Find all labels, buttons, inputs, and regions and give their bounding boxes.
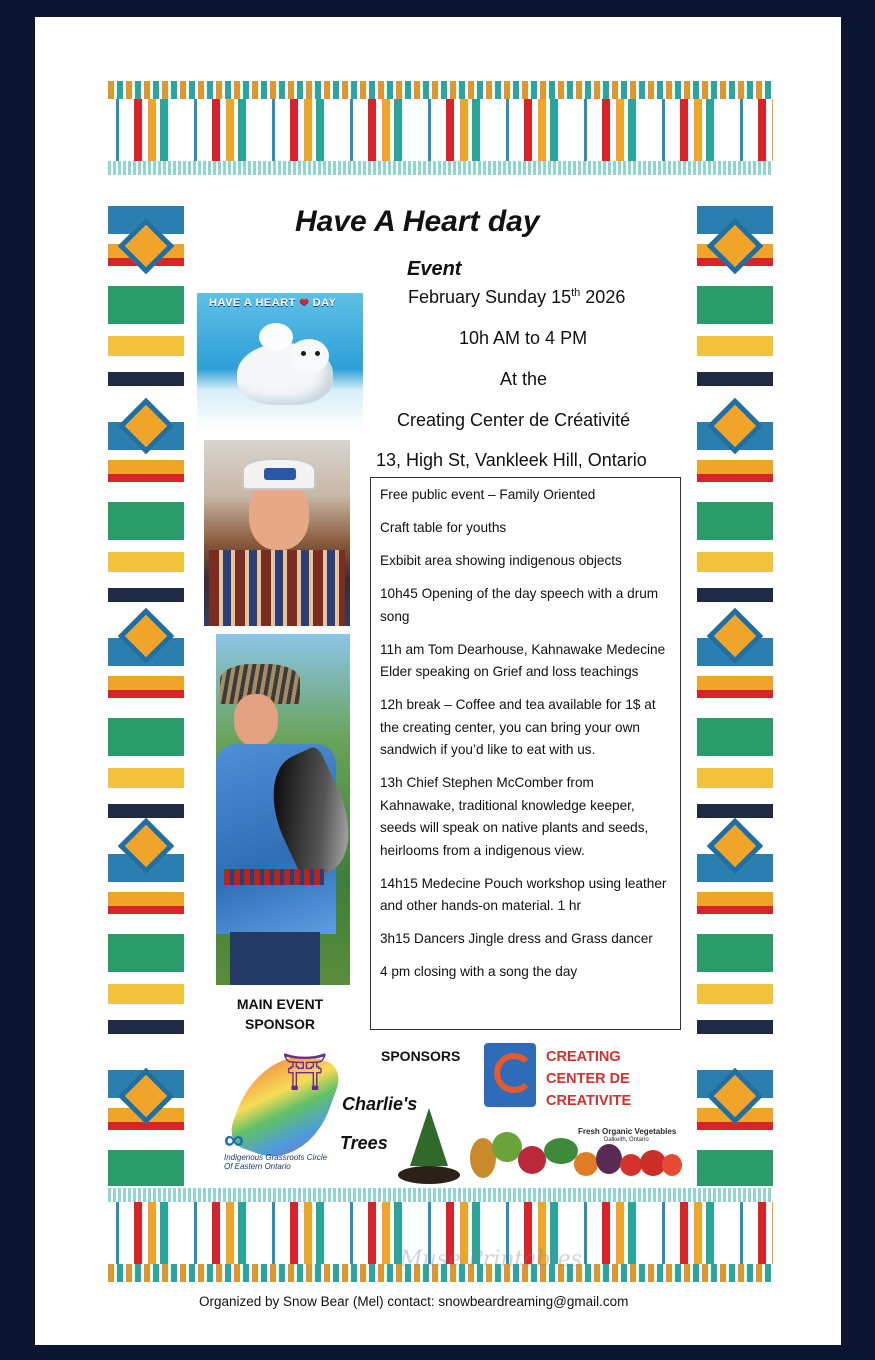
border-diamond xyxy=(707,218,764,275)
watermark: Muse Printables xyxy=(400,1247,582,1272)
inukshuk-icon: ⛩ xyxy=(282,1051,328,1092)
date-suffix: th xyxy=(571,287,581,299)
left-border xyxy=(108,186,184,1186)
sponsor-photo xyxy=(216,634,350,985)
date-text: February Sunday 15 xyxy=(408,287,572,307)
event-title: Have A Heart day xyxy=(295,205,540,238)
banner-text: HAVE A HEART xyxy=(209,297,296,309)
banner-tail: DAY xyxy=(312,297,337,309)
bear-eye xyxy=(301,351,306,356)
cc-line3: CREATIVITE xyxy=(546,1093,632,1109)
indigenous-grassroots-logo xyxy=(220,1046,328,1186)
at-the-label: At the xyxy=(500,369,548,389)
border-diamond xyxy=(118,218,175,275)
right-border xyxy=(697,186,773,1186)
cap xyxy=(242,458,316,490)
agenda-box xyxy=(370,477,681,1030)
border-diamond xyxy=(707,818,764,875)
bear-head xyxy=(289,339,329,373)
bear-eye xyxy=(315,351,320,356)
border-diamond xyxy=(118,1068,175,1125)
organizer-photo xyxy=(204,440,350,626)
event-venue: Creating Center de Créativité xyxy=(397,410,631,430)
agenda-item: 11h am Tom Dearhouse, Kahnawake Medecine Elder speaking on Grief and loss teachings xyxy=(380,641,666,679)
infinity-icon: ∞ xyxy=(224,1124,244,1155)
event-time: 10h AM to 4 PM xyxy=(459,328,588,348)
agenda-item: 14h15 Medecine Pouch workshop using leather and other hands-on material. 1 hr xyxy=(380,875,667,913)
agenda-item: Craft table for youths xyxy=(380,520,507,535)
event-date xyxy=(408,287,625,308)
cc-line1: CREATING xyxy=(546,1049,621,1065)
polar-bear-image xyxy=(197,293,363,431)
face xyxy=(249,480,309,550)
organizer-footer: Organized by Snow Bear (Mel) contact: snowbeardreaming@gmail.com xyxy=(199,1294,629,1309)
patterned-shirt xyxy=(209,550,345,626)
heart-icon: ❤ xyxy=(299,297,310,309)
agenda-item: 3h15 Dancers Jingle dress and Grass dancer xyxy=(380,931,653,946)
border-diamond xyxy=(118,818,175,875)
bear-cub xyxy=(259,323,293,351)
border-diamond xyxy=(707,398,764,455)
main-sponsor-line2: SPONSOR xyxy=(244,1016,315,1032)
sash xyxy=(224,869,324,885)
border-diamond xyxy=(118,398,175,455)
agenda-item: 13h Chief Stephen McComber from Kahnawake, traditional knowledge keeper, seeds will speak on native plants and seeds, heirlooms from a indigenous view. xyxy=(380,775,649,858)
tree-icon xyxy=(398,1108,460,1184)
veg-subtitle: Dalkeith, Ontario xyxy=(604,1137,649,1143)
agenda-item: Exbibit area showing indigenous objects xyxy=(380,553,622,568)
cc-line2: CENTER DE xyxy=(546,1071,630,1087)
event-address: 13, High St, Vankleek Hill, Ontario xyxy=(376,450,647,470)
igc-logo-text: Indigenous Grassroots Circle Of Eastern Ontario xyxy=(224,1153,328,1171)
event-label: Event xyxy=(407,258,462,280)
charlies-trees-name: Charlie's xyxy=(342,1094,418,1114)
jeans xyxy=(230,932,320,985)
charlies-trees-subname: Trees xyxy=(340,1133,388,1153)
agenda-item: 10h45 Opening of the day speech with a drum song xyxy=(380,586,659,624)
border-diamond xyxy=(118,608,175,665)
face xyxy=(234,694,278,746)
main-sponsor-label xyxy=(233,994,327,1034)
main-sponsor-line1: MAIN EVENT xyxy=(236,996,324,1012)
agenda-item: 12h break – Coffee and tea available for 1$ at the creating center, you can bring your own sandwich if you’d like to eat with us. xyxy=(380,697,656,757)
sponsors-label: SPONSORS xyxy=(381,1048,461,1064)
veg-title: Fresh Organic Vegetables xyxy=(578,1127,677,1136)
top-border xyxy=(108,81,773,175)
agenda-item: Free public event – Family Oriented xyxy=(380,487,596,502)
date-year: 2026 xyxy=(580,287,626,307)
creating-center-logo xyxy=(484,1043,536,1107)
border-stripe xyxy=(108,1188,773,1202)
border-stripe xyxy=(108,161,773,175)
agenda-item: 4 pm closing with a song the day xyxy=(380,964,578,979)
border-dots xyxy=(108,81,773,99)
image-banner xyxy=(209,296,336,309)
border-diamond xyxy=(707,1068,764,1125)
border-diamond xyxy=(707,608,764,665)
creating-center-name xyxy=(546,1046,631,1112)
border-pattern xyxy=(108,99,773,161)
